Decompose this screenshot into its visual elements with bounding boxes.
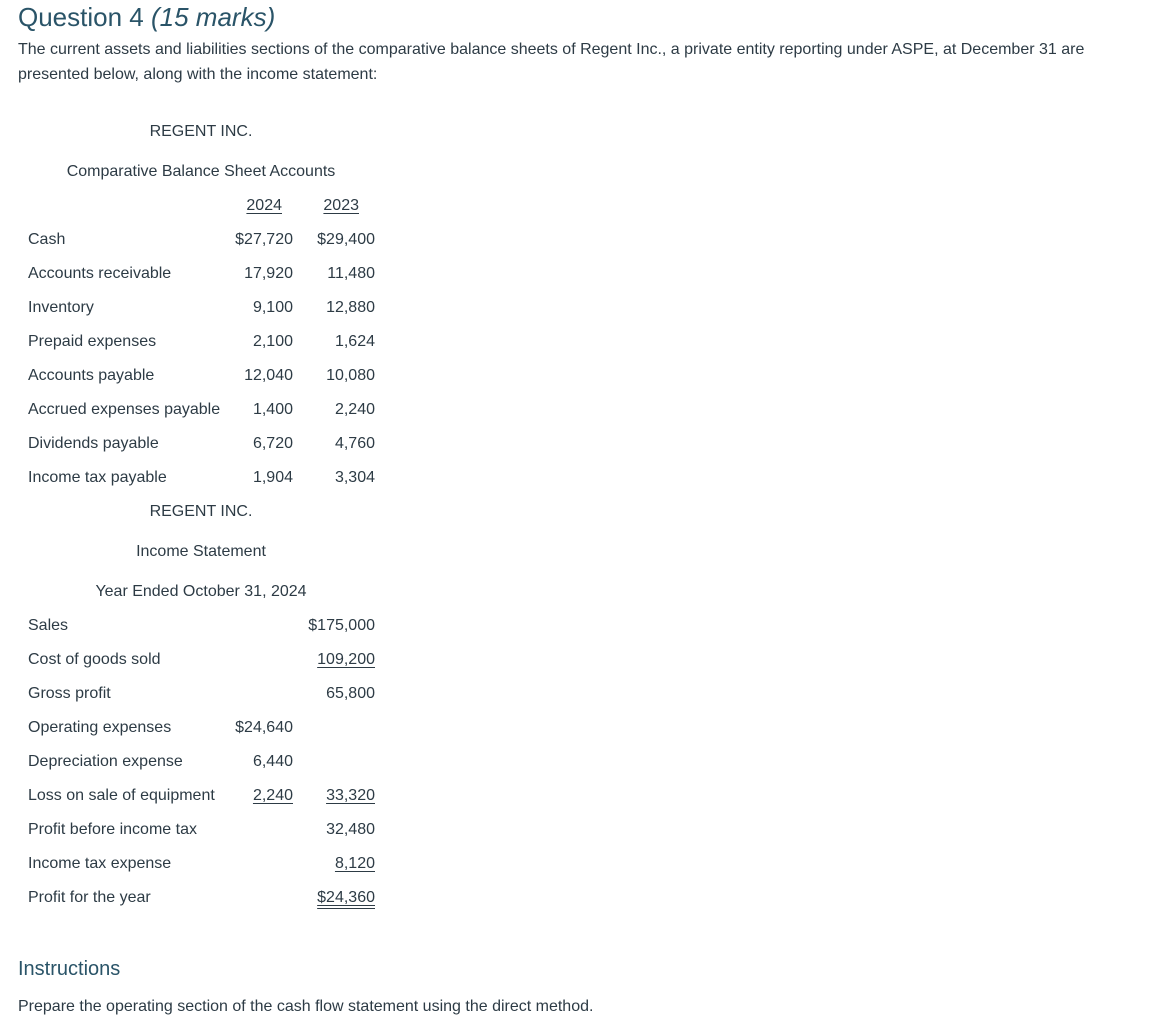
bs-row-label: Accrued expenses payable [28, 401, 221, 418]
balance-sheet-company: REGENT INC. [149, 123, 253, 140]
bs-row-label: Income tax payable [28, 469, 167, 486]
bs-row-label: Accounts payable [28, 367, 155, 384]
is-row-col2: $175,000 [308, 617, 375, 634]
bs-row-2023: 3,304 [334, 469, 375, 486]
bs-row-2024: 9,100 [252, 299, 293, 316]
is-row-label: Operating expenses [28, 719, 172, 736]
is-row-col2: 32,480 [326, 821, 375, 838]
question-marks: (15 marks) [150, 2, 276, 32]
is-row-col1-value: 2,240 [252, 787, 293, 804]
income-statement-title: Income Statement [136, 543, 266, 560]
is-row-col2-value: 109,200 [317, 651, 375, 668]
bs-row-2023: 12,880 [326, 299, 375, 316]
bs-row-2024: $27,720 [235, 231, 293, 248]
bs-row-2024: 2,100 [252, 333, 293, 350]
is-row-col2 [300, 786, 375, 806]
instructions-text: Prepare the operating section of the cash flow statement using the direct method. [18, 998, 594, 1015]
bs-row-2023: 10,080 [326, 367, 375, 384]
is-row-col2 [300, 650, 375, 670]
question-heading [18, 0, 275, 34]
is-row-col1: $24,640 [235, 719, 293, 736]
is-row-col2-value: 33,320 [326, 787, 375, 804]
is-row-label: Gross profit [28, 685, 111, 702]
is-row-label: Income tax expense [28, 855, 172, 872]
bs-row-label: Inventory [28, 299, 94, 316]
is-row-label: Depreciation expense [28, 753, 183, 770]
bs-row-2023: 11,480 [327, 265, 375, 282]
balance-sheet-title: Comparative Balance Sheet Accounts [66, 163, 336, 180]
question-title: Question 4 [18, 2, 144, 32]
bs-row-2023: 1,624 [334, 333, 375, 350]
is-row-label: Sales [28, 617, 69, 634]
is-row-col1: 6,440 [252, 753, 293, 770]
is-row-col1 [220, 786, 293, 806]
balance-sheet-col-2024: 2024 [246, 197, 282, 214]
income-statement-company: REGENT INC. [149, 503, 253, 520]
is-row-col2 [300, 854, 375, 874]
question-intro: The current assets and liabilities sections of the comparative balance sheets of Regent Inc., a private entity reporting under ASPE, at December 31 are presented below, along with the income statement: [18, 41, 1085, 83]
bs-row-2023: $29,400 [317, 231, 375, 248]
is-row-label: Profit for the year [28, 889, 151, 906]
is-row-label: Loss on sale of equipment [28, 787, 215, 804]
bs-row-2023: 4,760 [334, 435, 375, 452]
bs-row-2024: 1,400 [252, 401, 293, 418]
balance-sheet-col-2023: 2023 [323, 197, 359, 214]
bs-row-2024: 12,040 [244, 367, 293, 384]
is-row-col2: 65,800 [326, 685, 375, 702]
is-row-label: Cost of goods sold [28, 651, 161, 668]
is-row-col2 [300, 888, 375, 908]
bs-row-label: Dividends payable [28, 435, 159, 452]
bs-row-2024: 1,904 [252, 469, 293, 486]
income-statement-period: Year Ended October 31, 2024 [95, 583, 307, 600]
bs-row-2024: 17,920 [244, 265, 293, 282]
is-row-label: Profit before income tax [28, 821, 197, 838]
instructions-heading: Instructions [18, 958, 121, 980]
bs-row-2023: 2,240 [334, 401, 375, 418]
bs-row-label: Prepaid expenses [28, 333, 157, 350]
is-row-col2-value: 8,120 [334, 855, 375, 872]
bs-row-label: Accounts receivable [28, 265, 172, 282]
is-row-col2-value: $24,360 [317, 889, 375, 906]
bs-row-label: Cash [28, 231, 66, 248]
bs-row-2024: 6,720 [252, 435, 293, 452]
